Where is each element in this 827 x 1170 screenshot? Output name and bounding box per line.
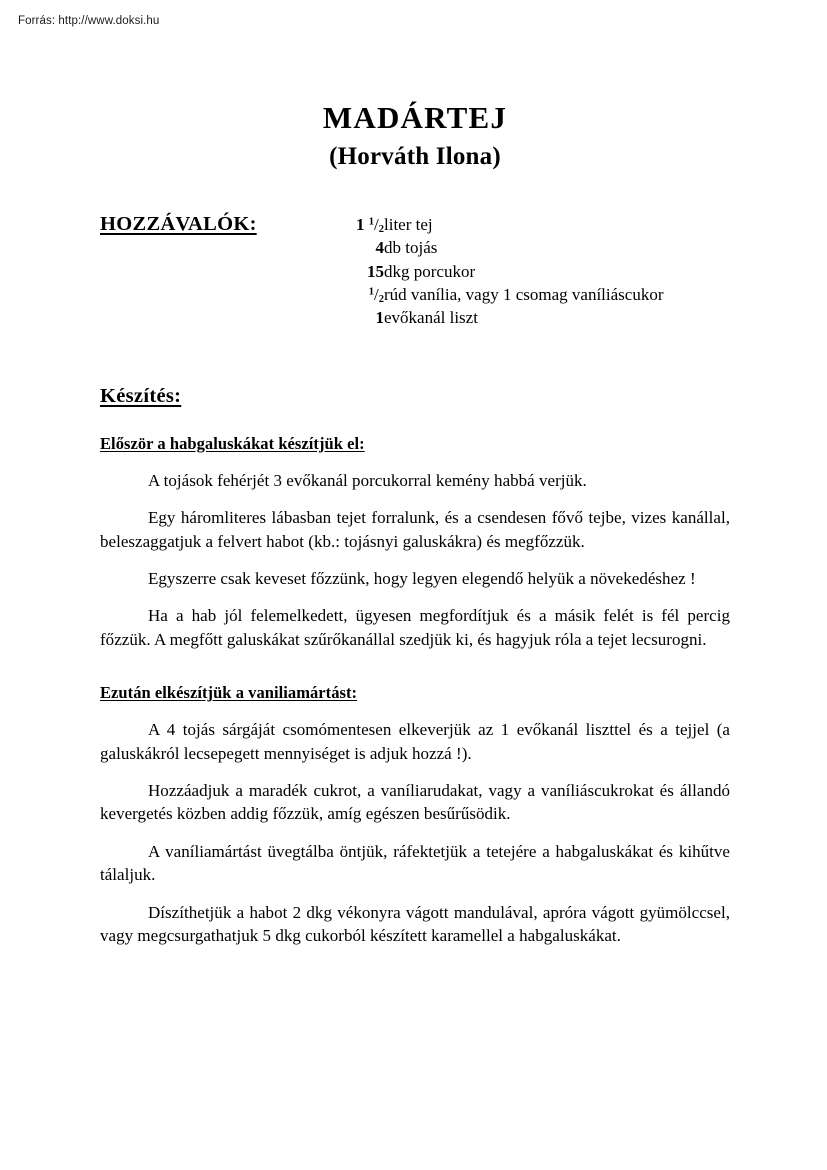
quantity-fraction — [369, 213, 384, 236]
preparation-subsection-heading: Ezután elkészítjük a vaniliamártást: — [100, 683, 358, 703]
ingredient-quantity — [332, 213, 384, 236]
fraction-numerator: 1 — [368, 286, 374, 298]
fraction-slash: / — [374, 214, 379, 234]
ingredient-description: evőkanál liszt — [384, 308, 478, 328]
preparation-paragraph: Hozzáadjuk a maradék cukrot, a vaníliarudakat, vagy a vaníliáscukrokat és állandó kevergetés közben addig főzzük, amíg egészen besűrűsödik. — [100, 781, 730, 824]
fraction-denominator: 2 — [378, 293, 384, 305]
title-block — [100, 100, 730, 172]
quantity-whole: 4 — [375, 238, 384, 258]
quantity-whole: 1 — [355, 214, 365, 234]
quantity-whole: 1 — [375, 308, 384, 328]
preparation-subsection — [100, 683, 730, 947]
preparation-paragraph: Ha a hab jól felemelkedett, ügyesen megfordítjuk és a másik felét is fél percig főzzük. A megfőtt galuskákat szűrőkanállal szedjük ki, és hagyjuk róla a tejet lecsurogni. — [100, 606, 730, 649]
preparation-paragraph: Egy háromliteres lábasban tejet forralunk, és a csendesen fővő tejbe, vizes kanállal, beleszaggatjuk a felvert habot (kb.: tojásnyi galuskákra) és megfőzzük. — [100, 508, 730, 551]
recipe-author-subtitle: (Horváth Ilona) — [329, 142, 501, 170]
ingredient-row — [332, 213, 663, 236]
ingredient-description: db tojás — [384, 238, 438, 258]
ingredient-row — [332, 236, 663, 259]
ingredient-quantity — [332, 306, 384, 329]
ingredient-row — [332, 306, 663, 329]
preparation-paragraph: A vaníliamártást üvegtálba öntjük, ráfektetjük a tetejére a habgaluskákat és kihűtve tálaljuk. — [100, 841, 730, 885]
preparation-heading: Készítés: — [100, 384, 182, 407]
preparation-paragraph: Egyszerre csak keveset főzzünk, hogy legyen elegendő helyük a növekedéshez ! — [148, 569, 696, 589]
quantity-whole: 15 — [367, 261, 384, 281]
ingredient-quantity — [332, 283, 384, 306]
quantity-fraction — [369, 283, 384, 306]
ingredient-quantity — [332, 260, 384, 283]
preparation-paragraph: A 4 tojás sárgáját csomómentesen elkeverjük az 1 evőkanál liszttel és a tejjel (a galuskákról lecsepegett mennyiséget is adjuk hozzá !). — [100, 720, 730, 763]
recipe-title: MADÁRTEJ — [322, 100, 508, 135]
ingredient-quantity — [332, 236, 384, 259]
fraction-slash: / — [374, 285, 379, 305]
ingredient-row — [332, 260, 663, 283]
source-url-header: Forrás: http://www.doksi.hu — [18, 15, 160, 27]
preparation-paragraph: A tojások fehérjét 3 evőkanál porcukorral kemény habbá verjük. — [148, 470, 587, 490]
ingredients-table — [332, 213, 663, 330]
ingredients-heading: HOZZÁVALÓK: — [100, 212, 257, 235]
preparation-paragraph: Díszíthetjük a habot 2 dkg vékonyra vágott mandulával, apróra vágott gyümölccsel, vagy megcsurgathatjuk 5 dkg cukorból készített karamellel a habgaluskákat. — [100, 902, 730, 946]
document-content — [100, 0, 730, 948]
preparation-section — [100, 385, 730, 948]
ingredient-description: rúd vanília, vagy 1 csomag vaníliáscukor — [384, 285, 664, 305]
ingredient-description: dkg porcukor — [384, 261, 476, 281]
preparation-subsection-heading: Először a habgaluskákat készítjük el: — [100, 433, 365, 453]
ingredients-section — [100, 213, 730, 343]
ingredient-row — [332, 283, 663, 306]
ingredient-description: liter tej — [384, 214, 433, 234]
fraction-numerator: 1 — [368, 216, 374, 228]
preparation-subsection — [100, 434, 730, 651]
fraction-denominator: 2 — [378, 223, 384, 235]
